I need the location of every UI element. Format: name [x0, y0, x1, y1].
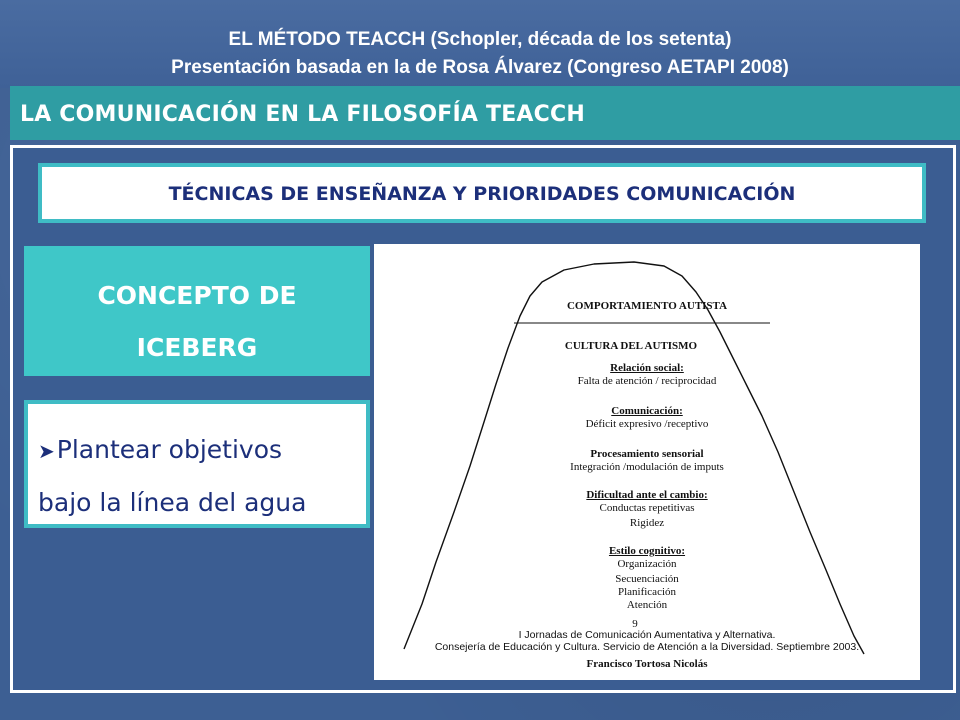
iceberg-item-heading: Procesamiento sensorial — [590, 448, 704, 460]
iceberg-item-detail: Déficit expresivo /receptivo — [585, 418, 709, 430]
iceberg-item-detail: Conductas repetitivas — [599, 502, 695, 514]
objectives-box — [24, 400, 370, 528]
concept-box — [24, 246, 370, 376]
iceberg-diagram — [374, 244, 920, 680]
iceberg-item-heading: Comunicación: — [611, 405, 683, 417]
header-banner — [0, 0, 960, 88]
iceberg-author: Francisco Tortosa Nicolás — [586, 658, 708, 670]
objectives-line-2: bajo la línea del agua — [38, 488, 307, 517]
iceberg-top-label: COMPORTAMIENTO AUTISTA — [566, 300, 728, 312]
header-line-1: EL MÉTODO TEACCH (Schopler, década de los setenta) — [228, 29, 732, 50]
arrow-bullet-icon: ➤ — [38, 439, 55, 463]
iceberg-item-detail: Organización — [617, 558, 677, 570]
iceberg-footer-line-1: I Jornadas de Comunicación Aumentativa y Alternativa. — [518, 629, 776, 641]
iceberg-culture-label: CULTURA DEL AUTISMO — [564, 340, 698, 352]
concept-line-1: CONCEPTO DE — [97, 281, 297, 310]
objectives-line-1: Plantear objetivos — [56, 435, 283, 464]
iceberg-footer-line-2: Consejería de Educación y Cultura. Servicio de Atención a la Diversidad. Septiembre 2003. — [434, 641, 860, 653]
iceberg-item-heading: Estilo cognitivo: — [608, 545, 686, 557]
subtitle-box: TÉCNICAS DE ENSEÑANZA Y PRIORIDADES COMUNICACIÓN — [38, 163, 926, 223]
iceberg-item-detail: Atención — [626, 599, 668, 611]
iceberg-item-detail: Integración /modulación de imputs — [570, 461, 724, 473]
iceberg-item-detail: Rigidez — [629, 517, 665, 529]
concept-line-2: ICEBERG — [136, 333, 258, 362]
iceberg-item-heading: Dificultad ante el cambio: — [586, 489, 708, 501]
iceberg-item-detail: Falta de atención / reciprocidad — [577, 375, 717, 387]
iceberg-item-detail: Planificación — [617, 586, 677, 598]
header-line-2: Presentación basada en la de Rosa Álvarez (Congreso AETAPI 2008) — [171, 57, 789, 78]
iceberg-page-number: 9 — [632, 618, 638, 630]
iceberg-item-heading: Relación social: — [610, 362, 684, 374]
iceberg-item-detail: Secuenciación — [615, 573, 679, 585]
section-title: LA COMUNICACIÓN EN LA FILOSOFÍA TEACCH — [10, 86, 960, 140]
